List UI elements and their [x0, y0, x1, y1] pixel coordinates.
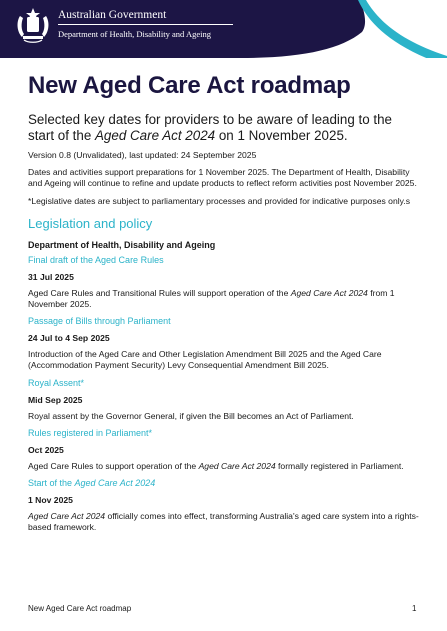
disclaimer: *Legislative dates are subject to parliamentary processes and provided for indicative purposes only.s [28, 195, 410, 206]
milestone-date: 31 Jul 2025 [28, 271, 74, 282]
milestone-date: Oct 2025 [28, 444, 64, 455]
header-divider [58, 24, 233, 25]
milestone-description: Aged Care Rules and Transitional Rules will support operation of the Aged Care Act 2024 from 1 November 2025. [28, 287, 395, 310]
document-body [28, 72, 420, 539]
government-name: Australian Government [58, 9, 167, 21]
intro-paragraph: Dates and activities support preparations for 1 November 2025. The Department of Health, Disability and Ageing will continue to refine and update products to reflect reform activities post November 2025. [28, 167, 417, 189]
milestone-description: Introduction of the Aged Care and Other Legislation Amendment Bill 2025 and the Aged Care (Accommodation Payment Security) Levy Consequential Amendment Bill 2025. [28, 349, 382, 371]
coat-of-arms-icon [14, 6, 52, 46]
section-heading: Legislation and policy [28, 215, 153, 231]
milestone-title: Start of the Aged Care Act 2024 [28, 478, 156, 489]
footer-document-title: New Aged Care Act roadmap [28, 604, 132, 613]
section-subheading: Department of Health, Disability and Ageing [28, 239, 216, 250]
milestone-date: 24 Jul to 4 Sep 2025 [28, 333, 110, 344]
milestone-description: Royal assent by the Governor General, if given the Bill becomes an Act of Parliament. [28, 410, 354, 421]
milestone-description: Aged Care Act 2024 officially comes into effect, transforming Australia's aged care system into a rights-based framework. [28, 511, 419, 533]
government-header [0, 0, 447, 58]
milestone-title: Rules registered in Parliament* [28, 427, 153, 438]
department-name: Department of Health, Disability and Ageing [58, 29, 211, 39]
page-title: New Aged Care Act roadmap [28, 72, 351, 99]
milestone-title: Final draft of the Aged Care Rules [28, 254, 164, 265]
page-number: 1 [412, 604, 417, 613]
milestone-description: Aged Care Rules to support operation of the Aged Care Act 2024 formally registered in Parliament. [28, 460, 404, 471]
milestone-date: 1 Nov 2025 [28, 495, 73, 506]
milestone-title: Royal Assent* [28, 377, 85, 388]
milestone-title: Passage of Bills through Parliament [28, 316, 171, 327]
milestone-date: Mid Sep 2025 [28, 394, 83, 405]
lead-paragraph: Selected key dates for providers to be aware of leading to the start of the Aged Care Act 2024 on 1 November 2025. [28, 112, 392, 143]
version-line: Version 0.8 (Unvalidated), last updated: 24 September 2025 [28, 150, 257, 160]
